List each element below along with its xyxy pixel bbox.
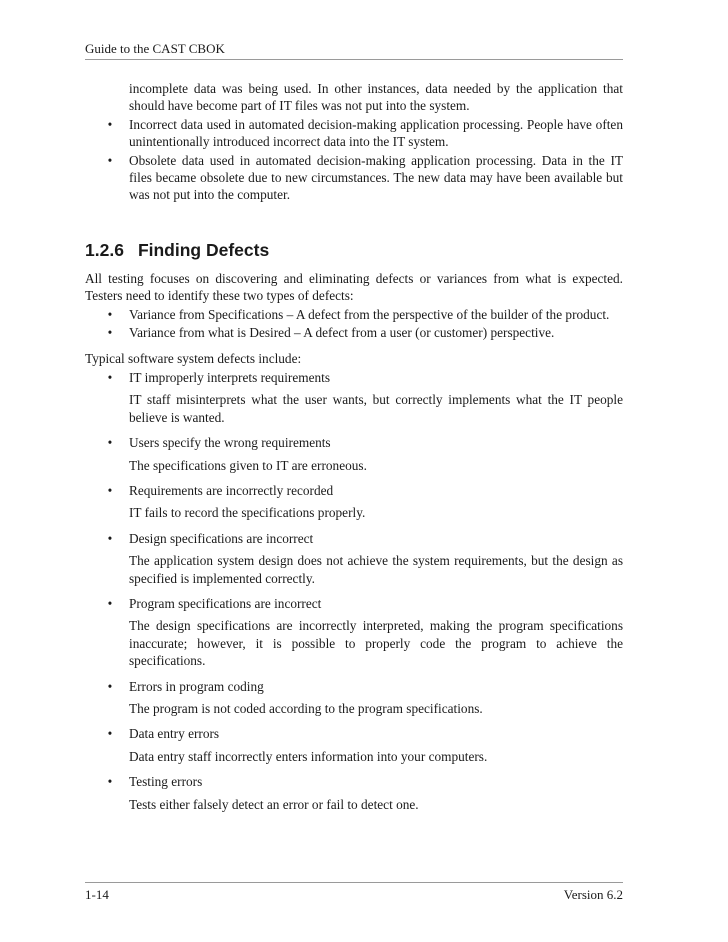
section-heading [85,239,623,261]
list-item [85,152,623,204]
defect-item [85,725,623,742]
bullet-icon: • [107,678,113,694]
defect-title: Errors in program coding [129,678,264,694]
defect-title: IT improperly interprets requirements [129,369,330,385]
defect-item [85,369,623,386]
bullet-icon: • [107,369,113,385]
defect-title: Data entry errors [129,726,220,742]
list-item-text: Variance from what is Desired – A defect from a user (or customer) perspective. [129,325,555,341]
defect-title: Program specifications are incorrect [129,595,322,611]
list-item [85,324,623,341]
version-label: Version 6.2 [563,887,623,902]
bullet-icon: • [107,435,113,451]
running-header: Guide to the CAST CBOK [85,41,225,56]
defect-item [85,773,623,790]
defect-title: Users specify the wrong requirements [129,435,331,451]
header-rule [85,59,623,60]
continued-paragraph: incomplete data was being used. In other instances, data needed by the application that should have become part of IT files was not put into the system. [129,81,623,114]
list-item-text: Variance from Specifications – A defect from the perspective of the builder of the product. [129,306,610,322]
bullet-icon: • [107,306,113,322]
bullet-icon: • [107,530,113,546]
bullet-icon: • [107,774,113,790]
defect-title: Testing errors [129,774,203,790]
list-item [85,116,623,151]
defect-description: IT staff misinterprets what the user wants, but correctly implements what the IT people believe is wanted. [129,392,623,425]
bullet-icon: • [107,726,113,742]
list-item-text: Obsolete data used in automated decision-making application processing. Data in the IT files became obsolete due to new circumstances. The new data may have been available but was not put into the computer. [129,152,623,203]
defect-item [85,434,623,451]
page-body [85,80,623,813]
defect-description: IT fails to record the specifications properly. [129,505,366,521]
defect-item [85,595,623,612]
defect-description: Tests either falsely detect an error or fail to detect one. [129,796,419,812]
defect-item [85,482,623,499]
defect-description: The design specifications are incorrectly interpreted, making the program specifications inaccurate; however, it is possible to properly code the program to achieve the specifications. [129,618,623,669]
list-item-text: Incorrect data used in automated decision-making application processing. People have often unintentionally introduced incorrect data into the IT system. [129,116,623,150]
bullet-icon: • [107,116,113,132]
paragraph: Typical software system defects include: [85,351,302,367]
page-number: 1-14 [85,887,109,902]
list-item [85,306,623,323]
bullet-icon: • [107,152,113,168]
defect-title: Requirements are incorrectly recorded [129,482,334,498]
defect-description: Data entry staff incorrectly enters information into your computers. [129,748,488,764]
defect-item [85,530,623,547]
defect-description: The application system design does not achieve the system requirements, but the design as specified is implemented correctly. [129,553,623,586]
footer-rule [85,882,623,883]
paragraph: All testing focuses on discovering and eliminating defects or variances from what is expected. Testers need to identify these two types of defects: [85,270,623,304]
defect-item [85,678,623,695]
bullet-icon: • [107,595,113,611]
defect-description: The specifications given to IT are erroneous. [129,457,367,473]
defect-title: Design specifications are incorrect [129,530,314,546]
defect-description: The program is not coded according to the program specifications. [129,700,483,716]
bullet-icon: • [107,482,113,498]
bullet-icon: • [107,325,113,341]
section-title: Finding Defects [137,239,270,260]
section-number: 1.2.6 [85,239,124,260]
